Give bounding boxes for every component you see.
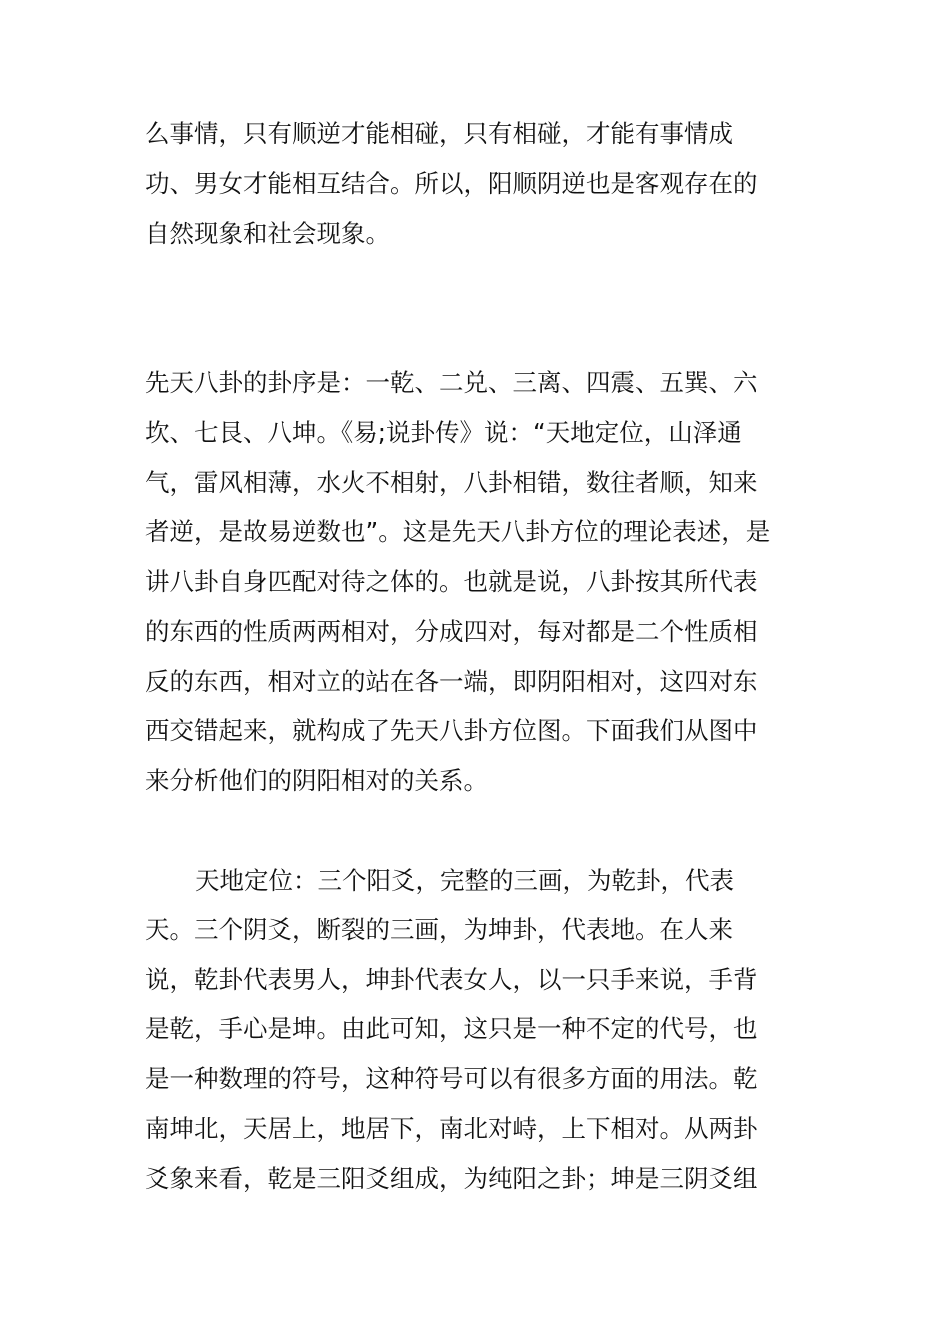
paragraph-3-line-3: 说，乾卦代表男人，坤卦代表女人，以一只手来说，手背 [145,965,758,994]
paragraph-1-line-3: 自然现象和社会现象。 [145,219,390,248]
paragraph-2-line-3: 气，雷风相薄，水火不相射，八卦相错，数往者顺，知来 [145,468,758,497]
paragraph-3-line-2: 天。三个阴爻，断裂的三画，为坤卦，代表地。在人来 [145,915,733,944]
paragraph-2-line-1: 先天八卦的卦序是：一乾、二兑、三离、四震、五巽、六 [145,368,758,397]
paragraph-2-line-4: 者逆，是故易逆数也”。这是先天八卦方位的理论表述，是 [145,517,771,546]
paragraph-2-line-8: 西交错起来，就构成了先天八卦方位图。下面我们从图中 [145,716,758,745]
paragraph-1-line-2: 功、男女才能相互结合。所以，阳顺阴逆也是客观存在的 [145,169,758,198]
paragraph-2-line-6: 的东西的性质两两相对，分成四对，每对都是二个性质相 [145,617,758,646]
paragraph-2-line-5: 讲八卦自身匹配对待之体的。也就是说，八卦按其所代表 [145,567,758,596]
paragraph-3-line-7: 爻象来看，乾是三阳爻组成，为纯阳之卦；坤是三阴爻组 [145,1164,758,1193]
paragraph-3-line-4: 是乾，手心是坤。由此可知，这只是一种不定的代号，也 [145,1014,758,1043]
paragraph-1-line-1: 么事情，只有顺逆才能相碰，只有相碰，才能有事情成 [145,119,733,148]
paragraph-3-line-1: 天地定位：三个阳爻，完整的三画，为乾卦，代表 [195,866,734,895]
paragraph-3-line-6: 南坤北，天居上，地居下，南北对峙，上下相对。从两卦 [145,1114,758,1143]
paragraph-2-line-7: 反的东西，相对立的站在各一端，即阴阳相对，这四对东 [145,667,758,696]
paragraph-2-line-9: 来分析他们的阴阳相对的关系。 [145,766,488,795]
paragraph-2-line-2: 坎、七艮、八坤。《易;说卦传》说：“天地定位，山泽通 [145,418,742,447]
paragraph-3-line-5: 是一种数理的符号，这种符号可以有很多方面的用法。乾 [145,1064,758,1093]
